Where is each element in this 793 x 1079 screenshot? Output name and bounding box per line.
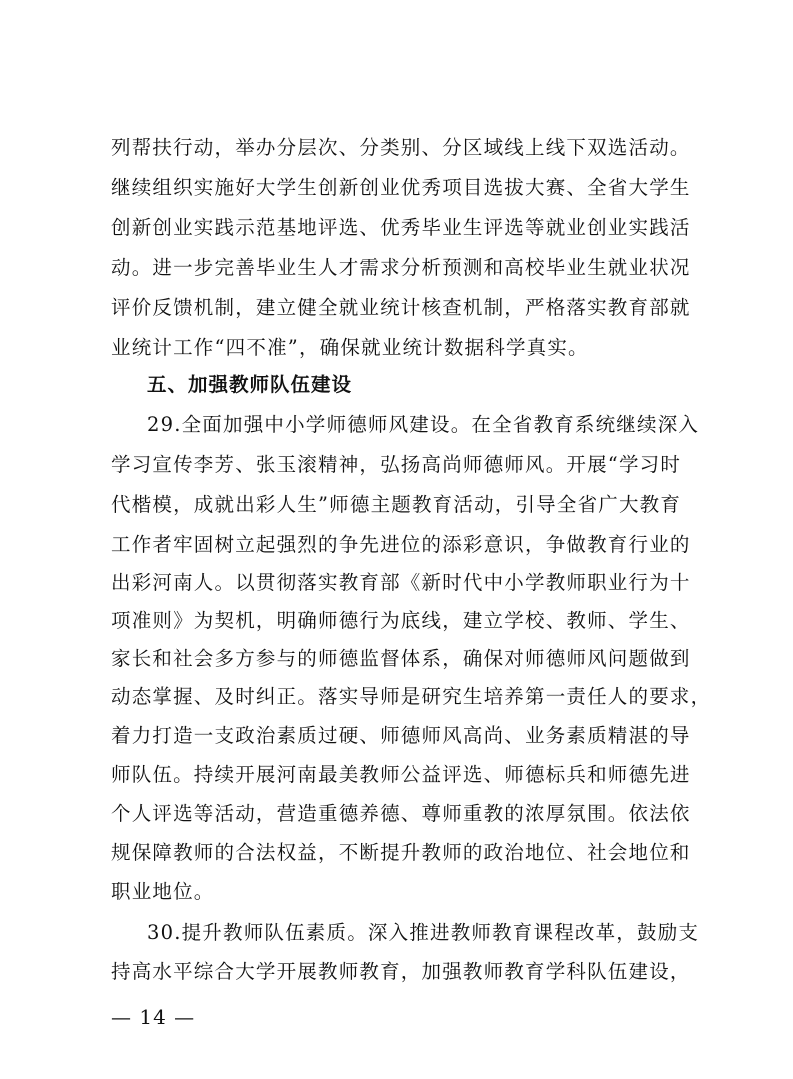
text-line: 继续组织实施好大学生创新创业优秀项目选拔大赛、全省大学生: [111, 176, 691, 199]
text-line: 项准则》为契机，明确师德行为底线，建立学校、教师、学生、: [111, 609, 691, 632]
text-line: 着力打造一支政治素质过硬、师德师风高尚、业务素质精湛的导: [111, 724, 691, 747]
text-line: 职业地位。: [111, 880, 215, 903]
text-line: 规保障教师的合法权益，不断提升教师的政治地位、社会地位和: [111, 841, 691, 864]
text-line: 持高水平综合大学开展教师教育，加强教师教育学科队伍建设，: [111, 960, 691, 983]
text-line: 学习宣传李芳、张玉滚精神，弘扬高尚师德师风。开展“学习时: [111, 453, 682, 476]
text-line: 家长和社会多方参与的师德监督体系，确保对师德师风问题做到: [111, 647, 691, 670]
section-heading: 五、加强教师队伍建设: [147, 373, 353, 396]
paragraph-start-30: 30.提升教师队伍素质。深入推进教师教育课程改革，鼓励支: [147, 921, 700, 944]
text-line: 动。进一步完善毕业生人才需求分析预测和高校毕业生就业状况: [111, 256, 691, 279]
text-line: 业统计工作“四不准”，确保就业统计数据科学真实。: [111, 336, 589, 359]
text-line: 个人评选等活动，营造重德养德、尊师重教的浓厚氛围。依法依: [111, 802, 691, 825]
text-line: 出彩河南人。以贯彻落实教育部《新时代中小学教师职业行为十: [111, 571, 691, 594]
page-number: — 14 —: [111, 1005, 196, 1029]
text-line: 代楷模，成就出彩人生”师德主题教育活动，引导全省广大教育: [111, 493, 682, 516]
text-line: 工作者牢固树立起强烈的争先进位的添彩意识，争做教育行业的: [111, 533, 691, 556]
text-line: 评价反馈机制，建立健全就业统计核查机制，严格落实教育部就: [111, 296, 691, 319]
text-line: 动态掌握、及时纠正。落实导师是研究生培养第一责任人的要求，: [111, 685, 712, 708]
paragraph-start-29: 29.全面加强中小学师德师风建设。在全省教育系统继续深入: [147, 413, 700, 436]
text-line: 列帮扶行动，举办分层次、分类别、分区域线上线下双选活动。: [111, 136, 691, 159]
text-line: 创新创业实践示范基地评选、优秀毕业生评选等就业创业实践活: [111, 216, 691, 239]
text-line: 师队伍。持续开展河南最美教师公益评选、师德标兵和师德先进: [111, 763, 691, 786]
